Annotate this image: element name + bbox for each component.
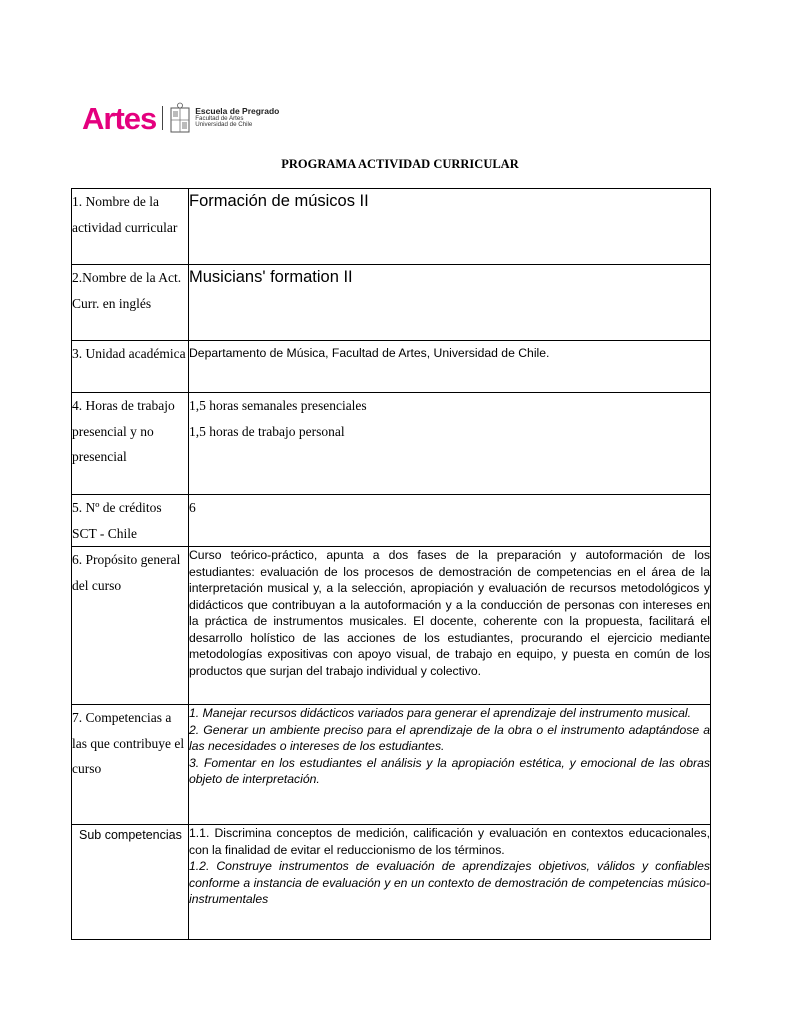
artes-logo <box>82 100 157 136</box>
subcompetencies-cell <box>189 825 711 940</box>
row-label: 3. Unidad académica <box>72 341 189 393</box>
table-row <box>72 705 711 825</box>
row-label: Sub competencias <box>72 825 189 940</box>
competency-item: 3. Fomentar en los estudiantes el análisis y la apropiación estética, y emocional de las obras objeto de interpretación. <box>189 755 710 786</box>
subcompetency-item: 1.1. Discrimina conceptos de medición, calificación y evaluación en contextos educacionales, con la finalidad de evitar el reduccionismo de los términos. <box>189 826 710 857</box>
table-row <box>72 547 711 705</box>
university-seal-icon <box>169 102 191 134</box>
logo-divider <box>162 106 163 130</box>
table-row <box>72 341 711 393</box>
row-label: 1. Nombre de la actividad curricular <box>72 189 189 265</box>
table-row <box>72 265 711 341</box>
document-title: PROGRAMA ACTIVIDAD CURRICULAR <box>281 157 519 171</box>
table-row <box>72 495 711 547</box>
hours-cell <box>189 393 711 495</box>
course-name-english: Musicians' formation II <box>189 265 711 341</box>
faculty-name: Facultad de Artes <box>195 114 244 122</box>
table-row <box>72 189 711 265</box>
row-label: 4. Horas de trabajo presencial y no presencial <box>72 393 189 495</box>
credits-value: 6 <box>189 495 711 547</box>
school-block <box>195 107 279 129</box>
competency-item: 2. Generar un ambiente preciso para el aprendizaje de la obra o el instrumento adaptándose a las necesidades o intereses de los estudiantes. <box>189 722 710 753</box>
course-purpose: Curso teórico-práctico, apunta a dos fases de la preparación y autoformación de los estudiantes: evaluación de los procesos de demostración de competencias en el área de la interpretación musical y, a la selección, apropiación y evaluación de recursos metodológicos y didácticos que contribuyan a la autoformación y a la conducción de personas con intereses en la práctica de instrumentos musicales. El docente, coherente con la propuesta, facilitará el desarrollo holístico de las acciones de los estudiantes, procurando el ejercicio mediante metodologías expositivas con apoyo visual, de trabajo en equipo, y puesta en común de los productos que surjan del trabajo individual y colectivo. <box>189 547 711 705</box>
row-label: 2.Nombre de la Act. Curr. en inglés <box>72 265 189 341</box>
row-label: 5. Nº de créditos SCT - Chile <box>72 495 189 547</box>
hours-presential: 1,5 horas semanales presenciales <box>189 398 367 413</box>
program-table <box>71 188 711 940</box>
row-label: 7. Competencias a las que contribuye el curso <box>72 705 189 825</box>
competency-item: 1. Manejar recursos didácticos variados para generar el aprendizaje del instrumento musical. <box>189 706 691 720</box>
table-row <box>72 393 711 495</box>
university-name: Universidad de Chile <box>195 121 253 129</box>
academic-unit: Departamento de Música, Facultad de Artes, Universidad de Chile. <box>189 341 711 393</box>
subcompetency-item: 1.2. Construye instrumentos de evaluación de aprendizajes objetivos, válidos y confiables conforme a instancia de evaluación y en un contexto de demostración de competencias músico-instrumentales <box>189 859 710 906</box>
row-label: 6. Propósito general del curso <box>72 547 189 705</box>
competencies-cell <box>189 705 711 825</box>
page-header <box>82 98 279 138</box>
logo-text: Artes <box>82 100 157 136</box>
course-name: Formación de músicos II <box>189 189 711 265</box>
table-row <box>72 825 711 940</box>
hours-personal: 1,5 horas de trabajo personal <box>189 423 345 439</box>
school-name: Escuela de Pregrado <box>195 106 280 117</box>
